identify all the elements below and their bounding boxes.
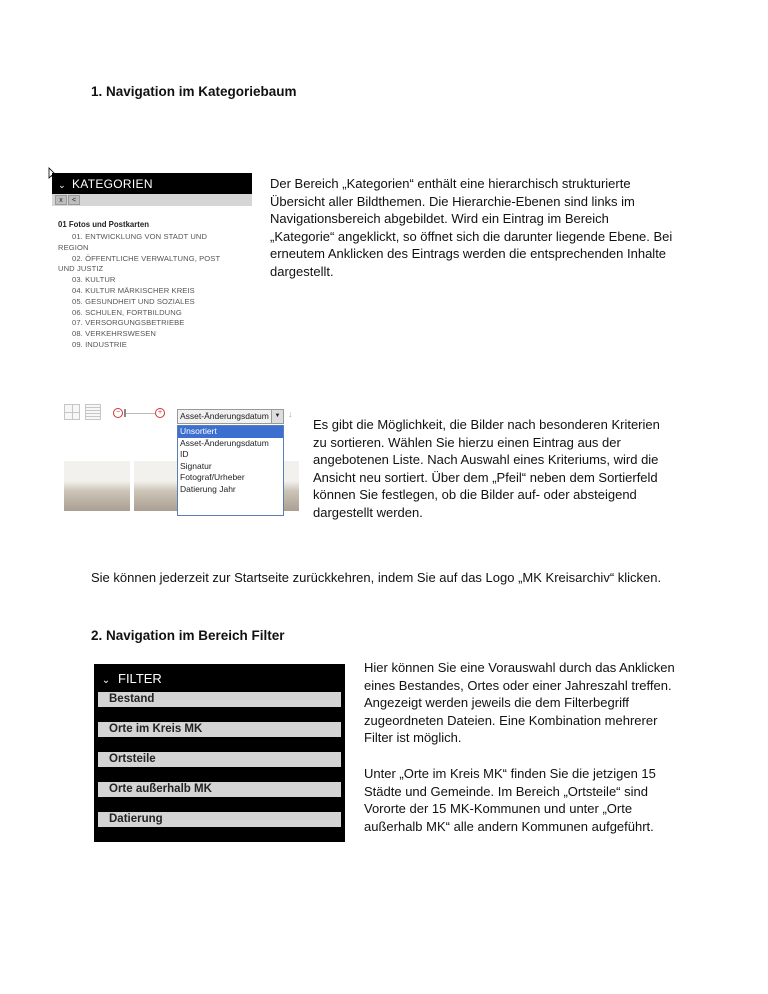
- text-line: Hier können Sie eine Vorauswahl durch das Anklicken: [364, 660, 675, 675]
- text-line: dargestellt werden.: [313, 504, 423, 520]
- zoom-out-icon[interactable]: −: [113, 408, 123, 418]
- filter-panel: [94, 664, 345, 842]
- filter-item-datierung[interactable]: Datierung: [98, 812, 341, 827]
- text-line: Filter ist möglich.: [364, 730, 462, 745]
- filter-item-orte-ausserhalb[interactable]: Orte außerhalb MK: [98, 782, 341, 797]
- filter-title: FILTER: [118, 671, 162, 686]
- section2-heading: 2. Navigation im Bereich Filter: [91, 628, 285, 643]
- text-line: „Kategorie“ angeklickt, so öffnet sich die darunter liegende Ebene. Bei: [270, 228, 673, 244]
- category-item-02-cont[interactable]: UND JUSTIZ: [58, 264, 104, 274]
- text-line: Ansicht neu sortiert. Über dem „Pfeil“ neben dem Sortierfeld: [313, 469, 658, 485]
- collapse-button[interactable]: x: [55, 195, 67, 205]
- sort-option[interactable]: Datierung Jahr: [180, 483, 236, 494]
- category-item-05[interactable]: 05. GESUNDHEIT UND SOZIALES: [72, 296, 195, 306]
- category-item-03[interactable]: 03. KULTUR: [72, 275, 116, 285]
- sort-direction-icon[interactable]: ↓: [288, 409, 293, 419]
- sort-description: [313, 416, 713, 521]
- category-item-01[interactable]: 01. ENTWICKLUNG VON STADT UND: [72, 232, 208, 241]
- kategorien-title: KATEGORIEN: [72, 177, 153, 191]
- section1-heading: 1. Navigation im Kategoriebaum: [91, 84, 297, 99]
- sort-select[interactable]: [177, 409, 284, 424]
- text-line: angebotenen Liste. Nach Auswahl eines Kriteriums, wird die: [313, 452, 659, 467]
- grid-view-icon[interactable]: [64, 404, 80, 420]
- sort-option[interactable]: Signatur: [180, 460, 212, 471]
- sort-option[interactable]: Unsortiert: [178, 426, 283, 438]
- text-line: Unter „Orte im Kreis MK“ finden Sie die jetzigen 15: [364, 766, 656, 781]
- filter-item-bestand[interactable]: Bestand: [98, 692, 341, 707]
- list-view-icon[interactable]: [85, 404, 101, 420]
- text-line: Vororte der 15 MK-Kommunen und unter „Orte: [364, 801, 633, 816]
- back-button[interactable]: <: [68, 195, 80, 205]
- category-item-09[interactable]: 09. INDUSTRIE: [72, 339, 127, 349]
- text-line: erneutem Anklicken des Eintrags werden die entsprechenden Inhalte: [270, 246, 667, 261]
- text-line: zu sortieren. Wählen Sie hierzu einen Eintrag aus der: [313, 434, 621, 450]
- text-line: Es gibt die Möglichkeit, die Bilder nach besonderen Kriterien: [313, 417, 660, 432]
- kategorien-toolbar: [52, 194, 252, 206]
- text-line: außerhalb MK“ alle andern Kommunen aufgeführt.: [364, 818, 654, 834]
- sort-dropdown-list: [177, 425, 284, 516]
- category-item-04[interactable]: 04. KULTUR MÄRKISCHER KREIS: [72, 285, 195, 295]
- sort-option[interactable]: Asset-Änderungsdatum: [180, 437, 269, 448]
- category-root-item[interactable]: 01 Fotos und Postkarten: [58, 220, 149, 229]
- text-line: Städte und Gemeinde. Im Bereich „Ortsteile“ sind: [364, 783, 648, 799]
- sort-option[interactable]: ID: [180, 449, 189, 459]
- zoom-slider-track[interactable]: [125, 413, 155, 414]
- zoom-slider-handle[interactable]: [124, 409, 126, 417]
- category-item-08[interactable]: 08. VERKEHRSWESEN: [72, 329, 156, 339]
- text-line: Übersicht aller Bildthemen. Die Hierarchie-Ebenen sind links im: [270, 193, 635, 209]
- filter-item-orte-im-kreis[interactable]: Orte im Kreis MK: [98, 722, 341, 737]
- chevron-down-icon: ⌄: [101, 675, 111, 686]
- startseite-hint: Sie können jederzeit zur Startseite zurückkehren, indem Sie auf das Logo „MK Kreisarchiv“ klicken.: [91, 570, 662, 585]
- chevron-down-icon: ⌄: [58, 180, 66, 190]
- text-line: dargestellt.: [270, 263, 334, 279]
- orte-description: [364, 765, 724, 835]
- category-item-07[interactable]: 07. VERSORGUNGSBETRIEBE: [72, 318, 185, 328]
- filter-description: [364, 659, 724, 747]
- kategorien-description: [270, 175, 690, 280]
- category-list: [58, 232, 252, 351]
- text-line: eines Bestandes, Ortes oder einer Jahreszahl treffen.: [364, 677, 672, 693]
- sort-option[interactable]: Fotograf/Urheber: [180, 472, 245, 482]
- kategorien-header[interactable]: [52, 173, 252, 196]
- zoom-in-icon[interactable]: +: [155, 408, 165, 418]
- category-item-06[interactable]: 06. SCHULEN, FORTBILDUNG: [72, 307, 182, 317]
- filter-header[interactable]: [94, 666, 345, 692]
- category-item-01-cont[interactable]: REGION: [58, 242, 89, 252]
- text-line: Angezeigt werden jeweils die dem Filterbegriff: [364, 695, 629, 710]
- category-item-02[interactable]: 02. ÖFFENTLICHE VERWALTUNG, POST: [72, 253, 221, 263]
- filter-item-ortsteile[interactable]: Ortsteile: [98, 752, 341, 767]
- text-line: Der Bereich „Kategorien“ enthält eine hierarchisch strukturierte: [270, 176, 631, 191]
- thumbnail[interactable]: [64, 461, 130, 511]
- text-line: können Sie festlegen, ob die Bilder auf- oder absteigend: [313, 487, 637, 502]
- text-line: zugeordneten Dateien. Eine Kombination mehrerer: [364, 712, 658, 728]
- chevron-down-icon[interactable]: ▼: [271, 410, 283, 423]
- sort-selected-value: Asset-Änderungsdatum: [180, 411, 269, 421]
- text-line: Navigationsbereich abgebildet. Wird ein Eintrag im Bereich: [270, 211, 609, 226]
